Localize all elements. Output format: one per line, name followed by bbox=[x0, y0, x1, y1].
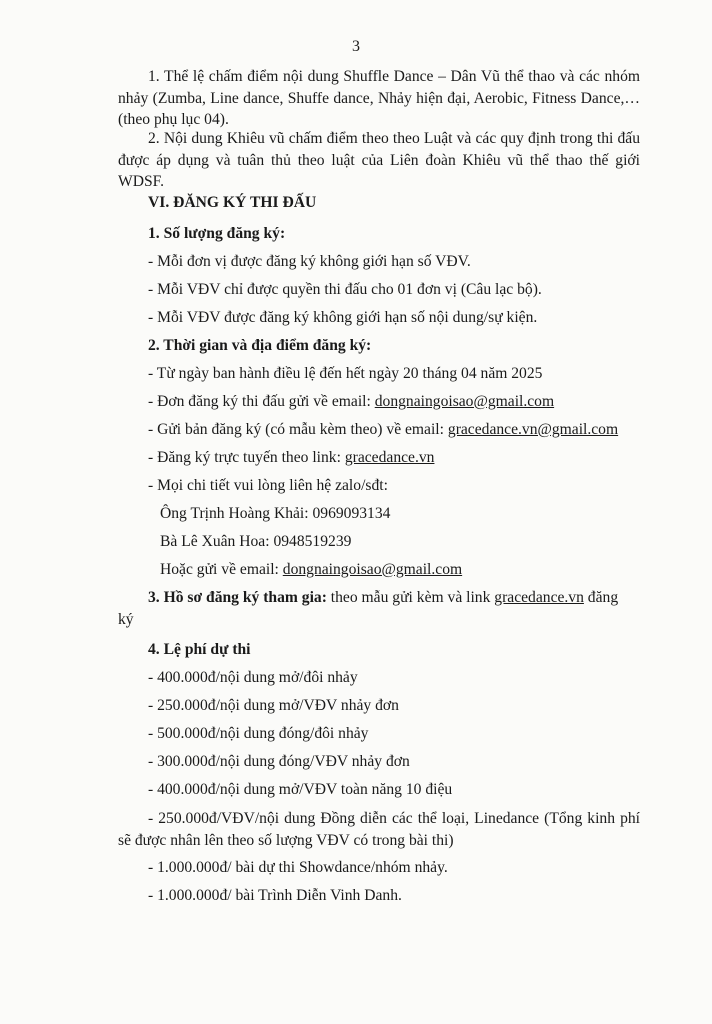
fee-item: - 400.000đ/nội dung mở/VĐV toàn năng 10 điệu bbox=[148, 781, 453, 798]
subsection-dossier-title: 3. Hồ sơ đăng ký tham gia: bbox=[148, 589, 327, 606]
list-item: - Gửi bản đăng ký (có mẫu kèm theo) về email: gracedance.vn@gmail.com bbox=[148, 421, 619, 438]
email-link[interactable]: dongnaingoisao@gmail.com bbox=[282, 561, 463, 578]
contact-line: Hoặc gửi về email: dongnaingoisao@gmail.com bbox=[160, 561, 463, 578]
fee-item: - 250.000đ/nội dung mở/VĐV nhảy đơn bbox=[148, 697, 399, 714]
web-link[interactable]: gracedance.vn bbox=[344, 449, 435, 466]
email-link[interactable]: gracedance.vn@gmail.com bbox=[447, 421, 619, 438]
contact-line: Bà Lê Xuân Hoa: 0948519239 bbox=[160, 533, 352, 550]
paragraph-rule-1: 1. Thể lệ chấm điểm nội dung Shuffle Dance – Dân Vũ thể thao và các nhóm nhảy (Zumba, Line dance, Shuffe dance, Nhảy hiện đại, Aerobic, Fitness Dance,… (theo phụ lục 04). bbox=[118, 68, 640, 128]
paragraph-rule-2: 2. Nội dung Khiêu vũ chấm điểm theo theo Luật và các quy định trong thi đấu được áp dụng và tuân thủ theo luật của Liên đoàn Khiêu vũ thể thao thế giới WDSF. bbox=[118, 130, 640, 190]
fee-item: - 500.000đ/nội dung đóng/đôi nhảy bbox=[148, 725, 369, 742]
subsection-dossier-line: 3. Hồ sơ đăng ký tham gia: theo mẫu gửi kèm và link gracedance.vn đăng bbox=[148, 589, 619, 606]
list-item: - Mọi chi tiết vui lòng liên hệ zalo/sđt: bbox=[148, 477, 388, 494]
list-item: - Từ ngày ban hành điều lệ đến hết ngày 20 tháng 04 năm 2025 bbox=[148, 365, 543, 382]
subsection-quantity-title: 1. Số lượng đăng ký: bbox=[148, 225, 286, 242]
contact-line: Ông Trịnh Hoàng Khải: 0969093134 bbox=[160, 505, 391, 522]
section-title: VI. ĐĂNG KÝ THI ĐẤU bbox=[148, 194, 317, 211]
fee-item: - 300.000đ/nội dung đóng/VĐV nhảy đơn bbox=[148, 753, 410, 770]
subsection-fee-title: 4. Lệ phí dự thi bbox=[148, 641, 251, 658]
list-item: - Mỗi VĐV chỉ được quyền thi đấu cho 01 đơn vị (Câu lạc bộ). bbox=[148, 281, 542, 298]
email-link[interactable]: dongnaingoisao@gmail.com bbox=[374, 393, 555, 410]
wrapped-word: ký bbox=[118, 611, 134, 628]
list-item: - Đăng ký trực tuyến theo link: gracedance.vn bbox=[148, 449, 435, 466]
web-link[interactable]: gracedance.vn bbox=[494, 589, 584, 606]
fee-item-long: - 250.000đ/VĐV/nội dung Đồng diễn các thể loại, Linedance (Tổng kinh phí sẽ được nhân lên theo số lượng VĐV có trong bài thi) bbox=[118, 810, 640, 849]
fee-item: - 1.000.000đ/ bài dự thi Showdance/nhóm nhảy. bbox=[148, 859, 448, 876]
list-item: - Đơn đăng ký thi đấu gửi về email: dongnaingoisao@gmail.com bbox=[148, 393, 555, 410]
subsection-time-title: 2. Thời gian và địa điểm đăng ký: bbox=[148, 337, 372, 354]
list-item: - Mỗi VĐV được đăng ký không giới hạn số nội dung/sự kiện. bbox=[148, 309, 538, 326]
page-number: 3 bbox=[352, 38, 360, 55]
fee-item: - 1.000.000đ/ bài Trình Diễn Vinh Danh. bbox=[148, 887, 402, 904]
fee-item: - 400.000đ/nội dung mở/đôi nhảy bbox=[148, 669, 358, 686]
list-item: - Mỗi đơn vị được đăng ký không giới hạn số VĐV. bbox=[148, 253, 471, 270]
